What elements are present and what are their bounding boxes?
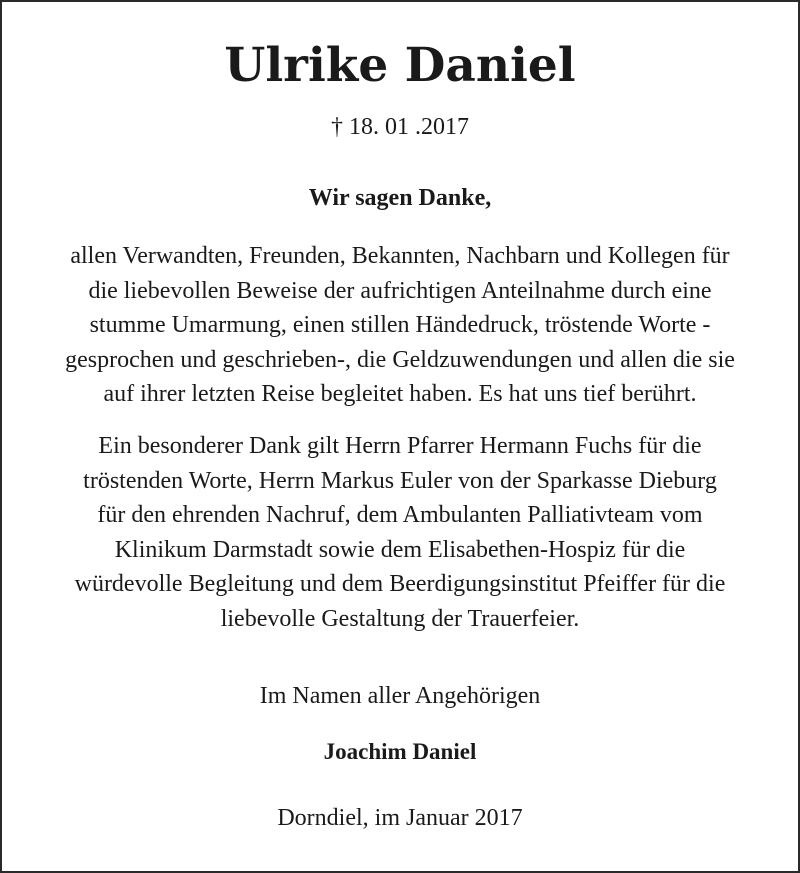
paragraph-line: Ein besonderer Dank gilt Herrn Pfarrer Hermann Fuchs für die [98, 433, 702, 459]
paragraph-line: auf ihrer letzten Reise begleitet haben. Es hat uns tief berührt. [103, 381, 697, 407]
paragraph-line: die liebevollen Beweise der aufrichtigen Anteilnahme durch eine [88, 277, 712, 304]
closing-line: Im Namen aller Angehörigen [259, 683, 541, 709]
thanks-paragraph [22, 239, 778, 412]
thanks-heading: Wir sagen Danke, [308, 185, 492, 211]
place-and-date: Dorndiel, im Januar 2017 [277, 805, 523, 831]
death-date: † 18. 01 .2017 [331, 114, 469, 140]
special-thanks-paragraph [22, 429, 778, 636]
paragraph-line: liebevolle Gestaltung der Trauerfeier. [220, 605, 580, 632]
deceased-name: Ulrike Daniel [224, 38, 576, 93]
paragraph-line: gesprochen und geschrieben-, die Geldzuwendungen und allen die sie [65, 346, 735, 373]
paragraph-line: stumme Umarmung, einen stillen Händedruck, tröstende Worte - [89, 312, 711, 338]
signer-name: Joachim Daniel [323, 739, 477, 764]
paragraph-line: tröstenden Worte, Herrn Markus Euler von der Sparkasse Dieburg [83, 467, 717, 494]
paragraph-line: allen Verwandten, Freunden, Bekannten, Nachbarn und Kollegen für [70, 243, 730, 269]
paragraph-line: Klinikum Darmstadt sowie dem Elisabethen-Hospiz für die [114, 536, 686, 563]
paragraph-line: würdevolle Begleitung und dem Beerdigungsinstitut Pfeiffer für die [74, 571, 726, 597]
paragraph-line: für den ehrenden Nachruf, dem Ambulanten Palliativteam vom [97, 502, 703, 528]
